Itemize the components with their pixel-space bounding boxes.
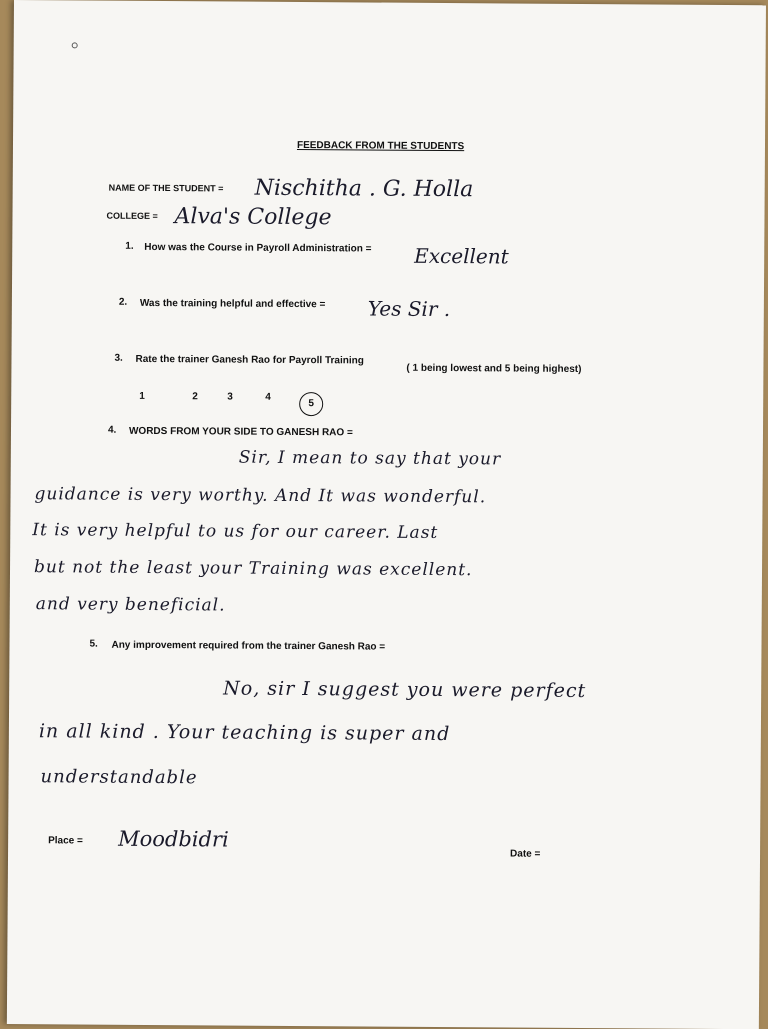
page-title: FEEDBACK FROM THE STUDENTS	[296, 139, 465, 153]
rating-option-4: 4	[265, 391, 271, 403]
feedback-sheet	[7, 0, 766, 1029]
question-5-answer-line-2: in all kind . Your teaching is super and	[38, 720, 451, 746]
question-5-label: Any improvement required from the trainer Ganesh Rao =	[111, 639, 386, 653]
question-4-answer-line-5: and very beneficial.	[35, 594, 226, 616]
college-label: COLLEGE =	[106, 210, 158, 222]
rating-option-1: 1	[139, 390, 145, 402]
question-3-number: 3.	[114, 352, 123, 364]
question-5-answer-line-1: No, sir I suggest you were perfect	[223, 677, 587, 703]
rating-option-3: 3	[227, 391, 233, 403]
question-4-number: 4.	[107, 424, 117, 436]
question-4-answer-line-3: It is very helpful to us for our career. Last	[32, 520, 439, 543]
question-1-label: How was the Course in Payroll Administration =	[144, 241, 372, 255]
question-3-label: Rate the trainer Ganesh Rao for Payroll Training	[135, 353, 364, 367]
question-2-label: Was the training helpful and effective =	[139, 297, 326, 311]
date-label: Date =	[510, 848, 541, 860]
place-label: Place =	[48, 835, 83, 847]
question-4-answer-line-2: guidance is very worthy. And It was wonderful.	[34, 484, 487, 508]
question-4-answer-line-4: but not the least your Training was excellent.	[33, 557, 473, 581]
rating-option-2: 2	[192, 391, 198, 403]
student-name-value: Nischitha . G. Holla	[254, 175, 474, 203]
question-5-answer-line-3: understandable	[40, 766, 198, 789]
question-4-answer-line-1: Sir, I mean to say that your	[238, 447, 502, 470]
question-5-number: 5.	[89, 638, 98, 650]
question-2-answer: Yes Sir .	[367, 296, 451, 322]
hole-punch-mark	[72, 42, 78, 48]
question-1-number: 1.	[125, 240, 134, 252]
student-name-label: NAME OF THE STUDENT =	[108, 182, 224, 194]
question-1-answer: Excellent	[414, 243, 509, 269]
question-3-scale-note: ( 1 being lowest and 5 being highest)	[406, 362, 582, 375]
college-value: Alva's College	[174, 204, 332, 231]
question-4-label: WORDS FROM YOUR SIDE TO GANESH RAO =	[128, 425, 353, 439]
place-value: Moodbidri	[118, 826, 229, 852]
rating-option-5-circled: 5	[299, 392, 323, 416]
question-2-number: 2.	[118, 296, 128, 308]
